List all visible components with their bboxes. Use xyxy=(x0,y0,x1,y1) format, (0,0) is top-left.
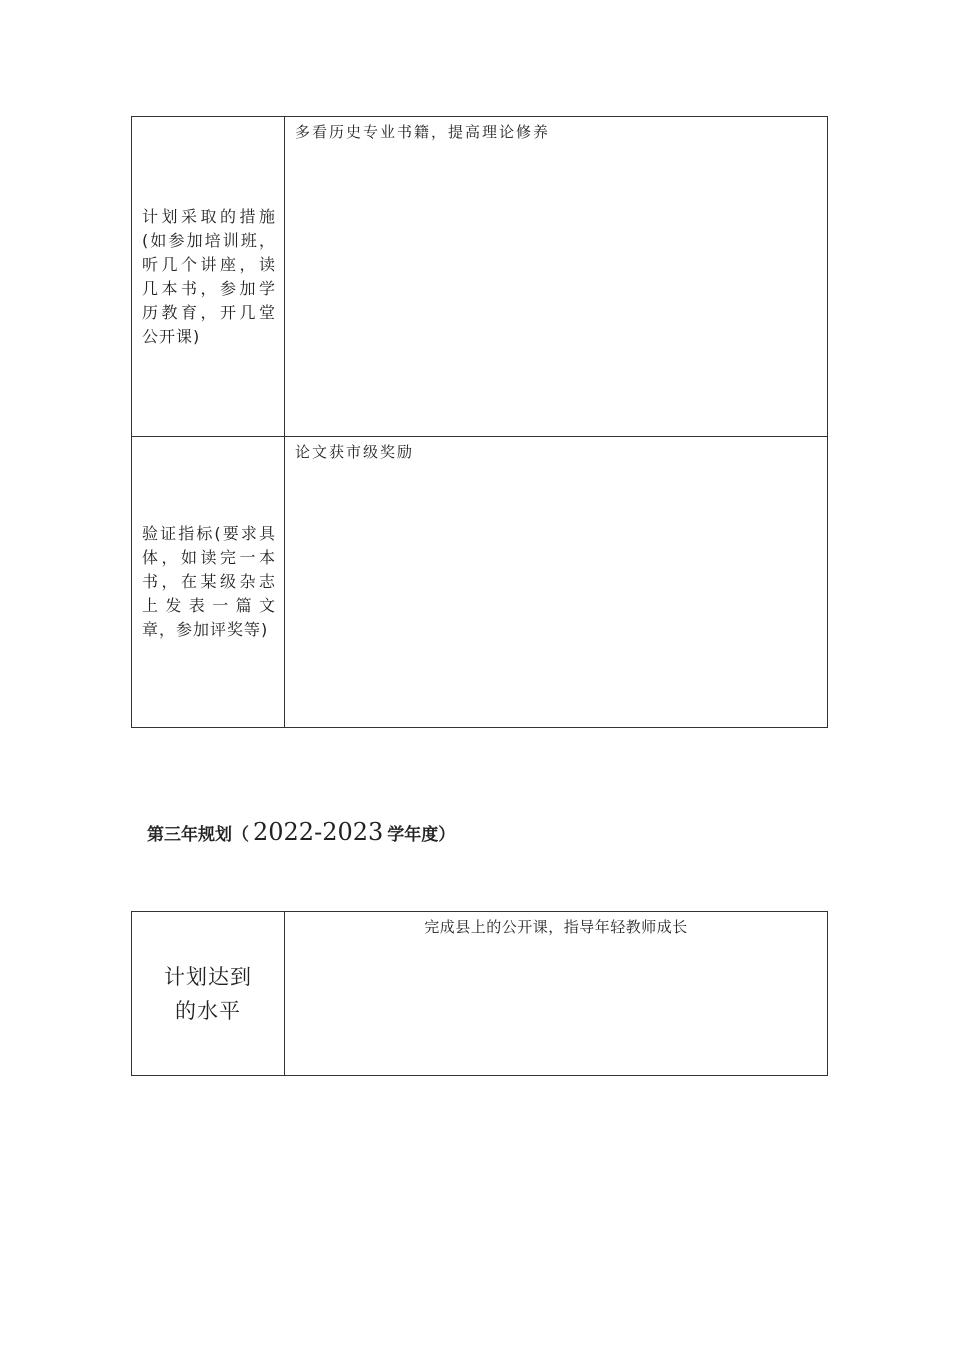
target-level-label: 计划达到的水平 xyxy=(164,964,252,1023)
label-cell xyxy=(132,912,285,1075)
table-row-planned-measures xyxy=(132,117,827,436)
section-heading-suffix: 学年度） xyxy=(387,825,456,845)
section-heading-year-three xyxy=(147,818,455,846)
planned-measures-content: 多看历史专业书籍，提高理论修养 xyxy=(295,123,551,141)
target-level-content: 完成县上的公开课，指导年轻教师成长 xyxy=(424,918,688,936)
table-row-verification-indicators xyxy=(132,436,827,727)
table-row-target-level xyxy=(132,912,827,1075)
verification-indicators-content: 论文获市级奖励 xyxy=(295,443,415,461)
plan-table-year-two xyxy=(131,116,828,728)
section-heading-prefix: 第三年规划（ xyxy=(147,825,249,845)
plan-table-year-three xyxy=(131,911,828,1076)
verification-indicators-label: 验证指标(要求具体，如读完一本书，在某级杂志上发表一篇文章，参加评奖等) xyxy=(142,524,276,639)
label-cell xyxy=(132,117,285,436)
planned-measures-label: 计划采取的措施(如参加培训班，听几个讲座，读几本书，参加学历教育，开几堂公开课) xyxy=(142,206,276,346)
label-cell xyxy=(132,437,285,727)
section-heading-years: 2022-2023 xyxy=(253,818,384,846)
